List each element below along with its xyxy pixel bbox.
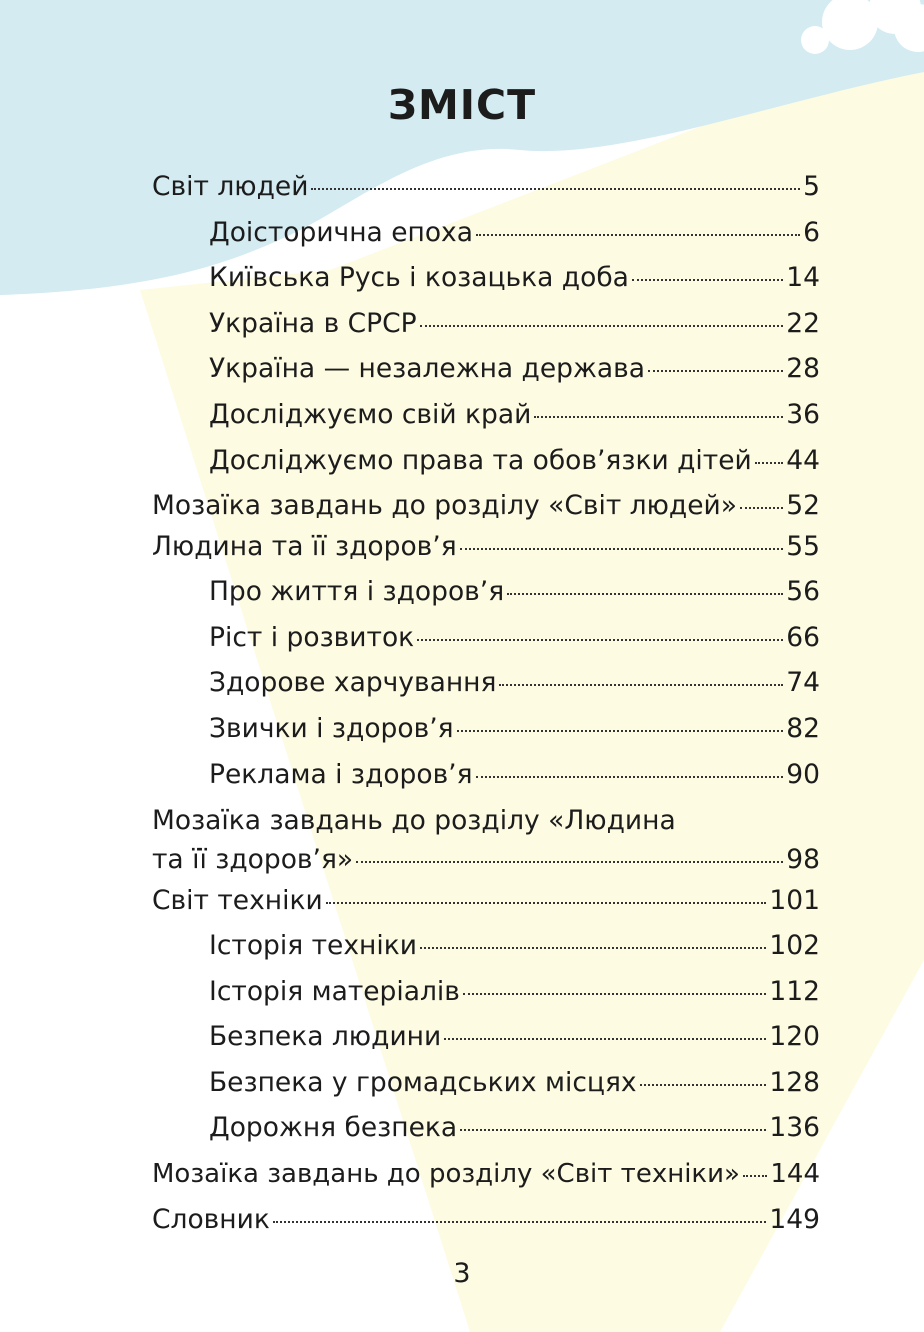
- toc-entry[interactable]: [152, 882, 820, 920]
- toc-entry[interactable]: [209, 756, 820, 794]
- dot-leader: [420, 947, 766, 949]
- toc-entry[interactable]: [209, 710, 820, 748]
- toc-entry-title: Реклама і здоров’я: [209, 759, 473, 790]
- toc-entry[interactable]: [209, 573, 820, 611]
- toc-page-number: 120: [769, 1021, 820, 1052]
- toc-entry[interactable]: [152, 1201, 820, 1239]
- toc-page-number: 74: [786, 667, 820, 698]
- toc-entry-title: Доісторична епоха: [209, 217, 473, 248]
- toc-entry-title: Звички і здоров’я: [209, 713, 454, 744]
- toc-page-number: 36: [786, 399, 820, 430]
- dot-leader: [632, 279, 783, 281]
- dot-leader: [743, 1175, 767, 1177]
- toc-entry-title: Ріст і розвиток: [209, 622, 415, 653]
- toc-page-number: 102: [769, 930, 820, 961]
- toc-entry[interactable]: [152, 168, 820, 206]
- toc-entry[interactable]: [209, 973, 820, 1011]
- toc-entry[interactable]: [209, 259, 820, 297]
- toc-entry-title: Досліджуємо свій край: [209, 399, 532, 430]
- toc-entry-title: Україна — незалежна держава: [209, 353, 645, 384]
- dot-leader: [460, 548, 784, 550]
- toc-page-number: 52: [786, 490, 820, 521]
- toc-entry[interactable]: [152, 1155, 820, 1193]
- toc-entry-title: Мозаїка завдань до розділу «Світ людей»: [152, 490, 737, 521]
- toc-entry[interactable]: [209, 396, 820, 434]
- toc-page-number: 66: [786, 622, 820, 653]
- toc-entry[interactable]: [209, 214, 820, 252]
- toc-entry[interactable]: [209, 664, 820, 702]
- toc-page-number: 149: [769, 1204, 820, 1235]
- toc-entry-title: Київська Русь і козацька доба: [209, 262, 629, 293]
- toc-page-number: 90: [786, 759, 820, 790]
- toc-entry-title: Про життя і здоров’я: [209, 576, 505, 607]
- toc-entry[interactable]: [209, 619, 820, 657]
- dot-leader: [417, 639, 783, 641]
- dot-leader: [356, 861, 783, 863]
- toc-entry-title: Україна в СРСР: [209, 308, 417, 339]
- toc-page-number: 6: [803, 217, 820, 248]
- toc-entry[interactable]: [209, 927, 820, 965]
- dot-leader: [444, 1038, 766, 1040]
- toc-page-number: 98: [786, 844, 820, 875]
- toc-entry-title: Світ людей: [152, 171, 309, 202]
- dot-leader: [463, 993, 767, 995]
- toc-page-number: 5: [803, 171, 820, 202]
- toc-entry-title: Історія техніки: [209, 930, 417, 961]
- toc-entry-title: Історія матеріалів: [209, 976, 460, 1007]
- dot-leader: [640, 1084, 767, 1086]
- dot-leader: [326, 902, 767, 904]
- toc-entry-title: Безпека у громадських місцях: [209, 1067, 637, 1098]
- toc-page-number: 144: [770, 1159, 820, 1189]
- toc-entry-title: Безпека людини: [209, 1021, 442, 1052]
- toc-entry[interactable]: [152, 487, 820, 525]
- toc-entry-title: Мозаїка завдань до розділу «Світ техніки»: [152, 1159, 740, 1189]
- dot-leader: [420, 325, 784, 327]
- toc-page-number: 101: [769, 885, 820, 916]
- toc-entry-title-line[interactable]: Мозаїка завдань до розділу «Людина: [152, 805, 676, 836]
- toc-page-number: 136: [769, 1112, 820, 1143]
- toc-page-number: 55: [786, 531, 820, 562]
- toc-entry[interactable]: [209, 305, 820, 343]
- toc-page-number: 14: [786, 262, 820, 293]
- toc-entry[interactable]: [209, 1018, 820, 1056]
- toc-entry-title: Досліджуємо права та обов’язки дітей: [209, 445, 752, 476]
- dot-leader: [648, 370, 783, 372]
- dot-leader: [755, 462, 784, 464]
- toc-entry[interactable]: [152, 841, 820, 879]
- dot-leader: [311, 188, 800, 190]
- dot-leader: [476, 776, 784, 778]
- toc-entry[interactable]: [209, 350, 820, 388]
- toc-page-number: 44: [786, 445, 820, 476]
- toc-entry[interactable]: [209, 442, 820, 480]
- toc-page-number: 128: [769, 1067, 820, 1098]
- dot-leader: [476, 234, 800, 236]
- toc-entry-title: та її здоров’я»: [152, 844, 354, 875]
- toc-entry[interactable]: [209, 1064, 820, 1102]
- dot-leader: [740, 507, 783, 509]
- toc-page-number: 22: [786, 308, 820, 339]
- toc-entry-title: Словник: [152, 1204, 270, 1235]
- toc-page-number: 82: [786, 713, 820, 744]
- dot-leader: [507, 593, 783, 595]
- dot-leader: [534, 416, 783, 418]
- dot-leader: [457, 730, 784, 732]
- toc-entry-title: Людина та її здоров’я: [152, 531, 457, 562]
- page-number: 3: [453, 1258, 471, 1289]
- toc-page-number: 112: [769, 976, 820, 1007]
- toc-entry[interactable]: [152, 528, 820, 566]
- toc-page-number: 56: [786, 576, 820, 607]
- toc-entry-title: Світ техніки: [152, 885, 323, 916]
- dot-leader: [460, 1129, 766, 1131]
- dot-leader: [273, 1221, 767, 1223]
- toc-page-number: 28: [786, 353, 820, 384]
- toc-entry[interactable]: [209, 1109, 820, 1147]
- toc-entry-title: Дорожня безпека: [209, 1112, 458, 1143]
- dot-leader: [499, 684, 783, 686]
- page-title: ЗМІСТ: [387, 81, 537, 129]
- toc-entry-title: Здорове харчування: [209, 667, 497, 698]
